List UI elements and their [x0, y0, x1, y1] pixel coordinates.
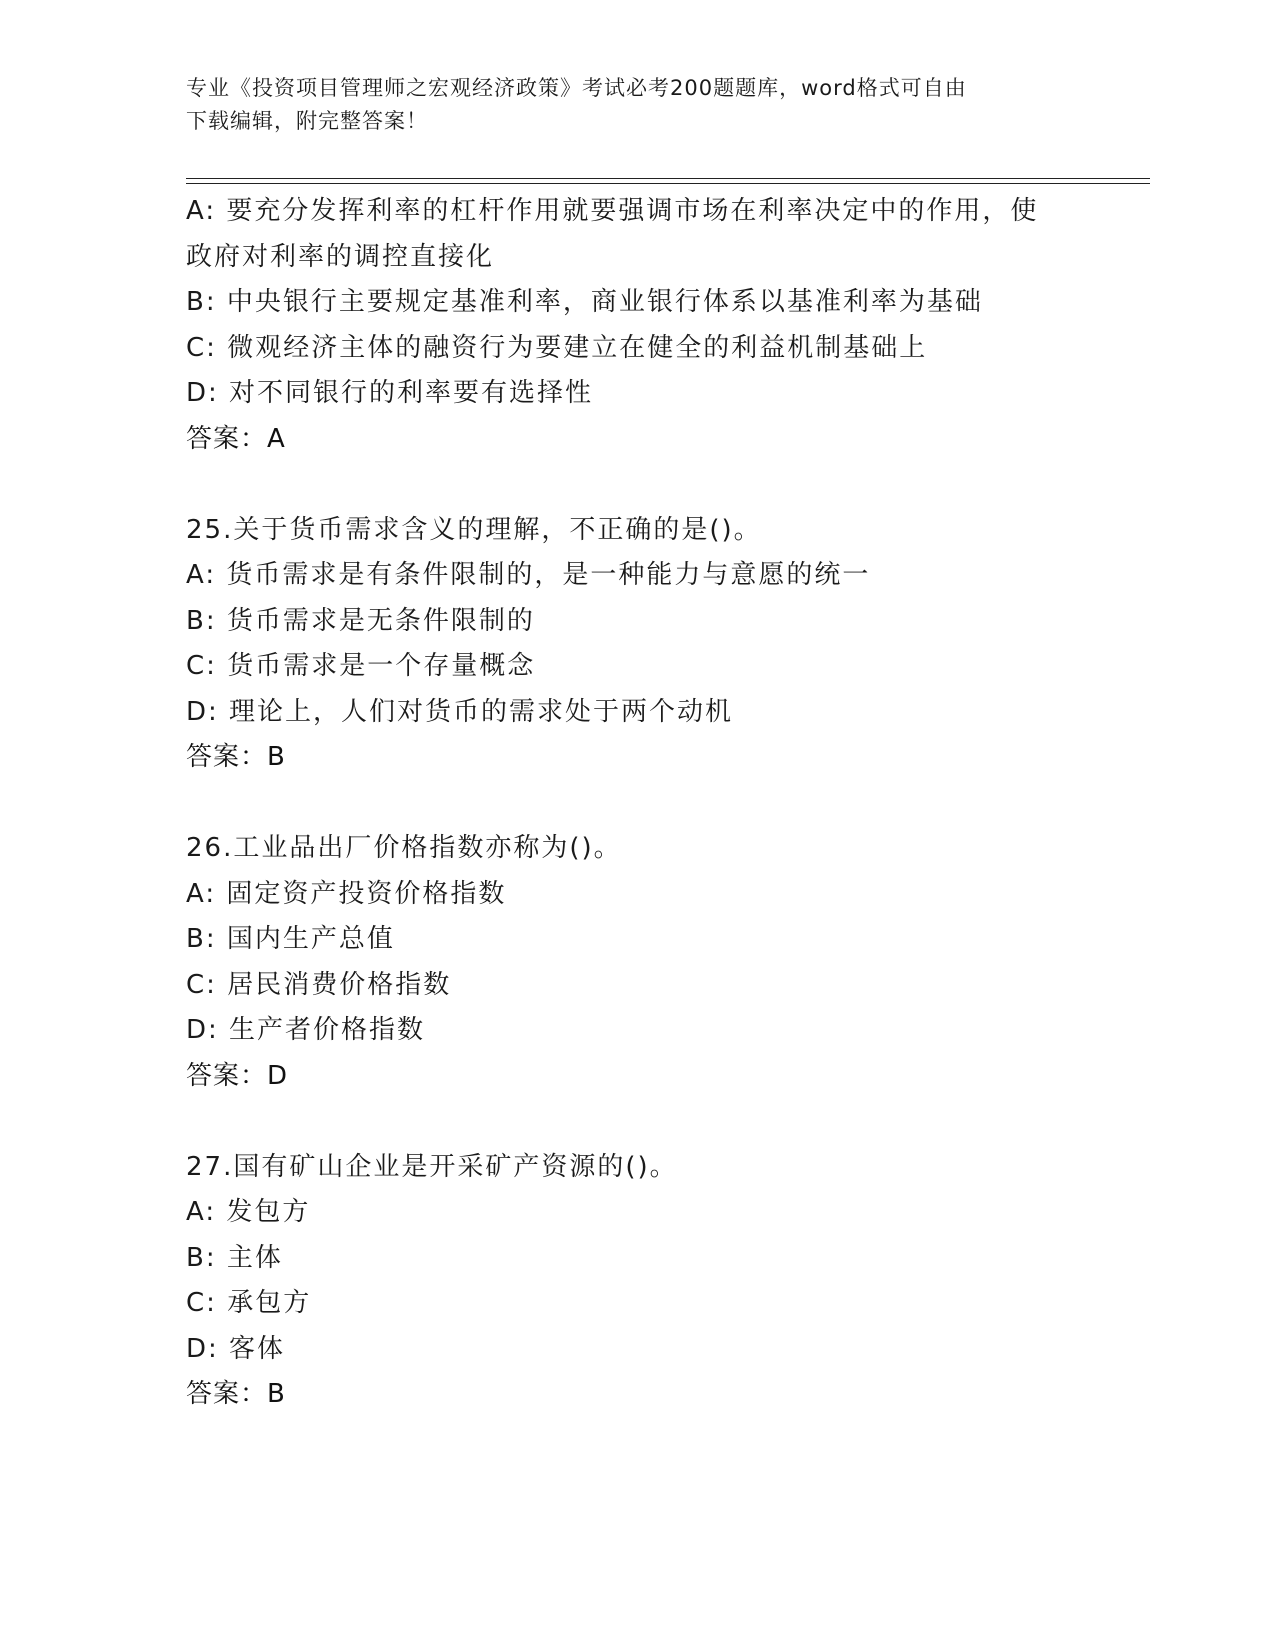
answer-line: 答案：B [186, 742, 286, 772]
document-header [186, 72, 1066, 138]
answer-line: 答案：D [186, 1060, 289, 1091]
option-b: B: 中央银行主要规定基准利率，商业银行体系以基准利率为基础 [186, 287, 983, 317]
option-b: B: 国内生产总值 [186, 924, 395, 954]
option-a: A: 货币需求是有条件限制的，是一种能力与意愿的统一 [186, 560, 871, 590]
option-b: B: 货币需求是无条件限制的 [186, 605, 535, 636]
spacer [186, 1099, 1086, 1145]
header-title-line-2: 下载编辑，附完整答案！ [186, 109, 428, 133]
spacer [186, 781, 1086, 827]
question-list [186, 189, 1086, 1418]
option-c: C: 货币需求是一个存量概念 [186, 651, 536, 681]
option-c: C: 居民消费价格指数 [186, 969, 452, 1000]
option-a-continued: 政府对利率的调控直接化 [186, 241, 495, 272]
header-divider-top [186, 178, 1150, 179]
option-d: D: 理论上，人们对货币的需求处于两个动机 [186, 696, 734, 727]
answer-line: 答案：B [186, 1379, 286, 1409]
question-stem: 25.关于货币需求含义的理解，不正确的是()。 [186, 514, 762, 545]
option-a: A: 固定资产投资价格指数 [186, 878, 507, 909]
question-stem: 26.工业品出厂价格指数亦称为()。 [186, 833, 622, 863]
option-b: B: 主体 [186, 1242, 283, 1273]
answer-line: 答案：A [186, 423, 286, 454]
header-divider-bottom [186, 183, 1150, 184]
question-27 [186, 1145, 1086, 1418]
option-d: D: 客体 [186, 1333, 286, 1364]
header-title-line-1: 专业《投资项目管理师之宏观经济政策》考试必考200题题库，word格式可自由 [186, 76, 967, 100]
question-stem: 27.国有矿山企业是开采矿产资源的()。 [186, 1151, 678, 1182]
option-c: C: 微观经济主体的融资行为要建立在健全的利益机制基础上 [186, 332, 928, 363]
question-25 [186, 508, 1086, 781]
question-24-continued [186, 189, 1086, 462]
spacer [186, 462, 1086, 508]
option-c: C: 承包方 [186, 1288, 312, 1318]
option-d: D: 对不同银行的利率要有选择性 [186, 378, 594, 408]
option-a: A: 要充分发挥利率的杠杆作用就要强调市场在利率决定中的作用，使 [186, 196, 1039, 226]
option-d: D: 生产者价格指数 [186, 1015, 426, 1045]
option-a: A: 发包方 [186, 1197, 311, 1227]
question-26 [186, 826, 1086, 1099]
